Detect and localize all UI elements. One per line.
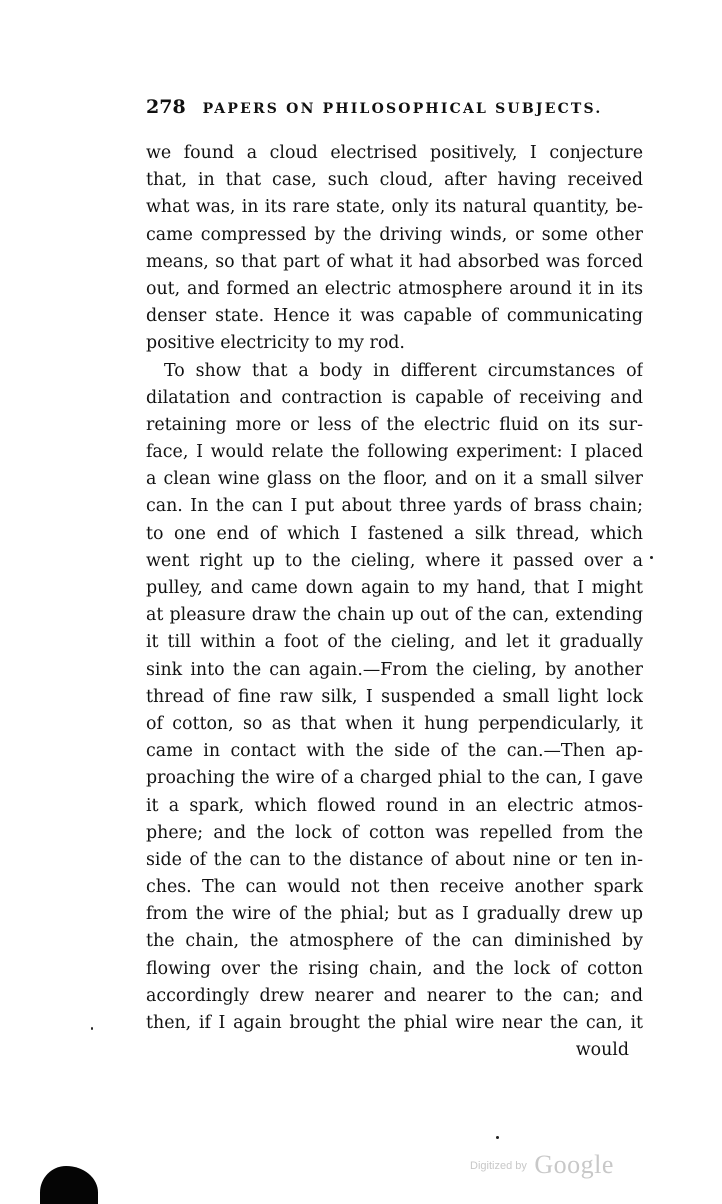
text-line: came compressed by the driving winds, or some other [146, 224, 643, 245]
text-line: denser state. Hence it was capable of communicating [146, 306, 643, 327]
text-line: the chain, the atmosphere of the can diminished by [146, 931, 643, 952]
text-line: proaching the wire of a charged phial to the can, I gave [146, 768, 643, 789]
text-line: out, and formed an electric atmosphere around it in its [146, 278, 643, 299]
text-line: face, I would relate the following experiment: I placed [146, 442, 643, 463]
text-line: means, so that part of what it had absorbed was forced [146, 251, 643, 272]
text-line: ches. The can would not then receive another spark [146, 877, 643, 898]
text-line: came in contact with the side of the can.—Then ap- [146, 741, 643, 762]
google-logo: Google [534, 1150, 614, 1179]
text-line: to one end of which I fastened a silk thread, which [146, 523, 643, 544]
ink-blot [40, 1166, 98, 1204]
text-line: pulley, and came down again to my hand, that I might [146, 578, 643, 598]
text-line: what was, in its rare state, only its natural quantity, be- [146, 197, 643, 218]
text-line: retaining more or less of the electric fluid on its sur- [146, 414, 643, 435]
text-line: of cotton, so as that when it hung perpendicularly, it [146, 713, 643, 734]
text-line: can. In the can I put about three yards of brass chain; [146, 496, 643, 517]
text-line: it till within a foot of the cieling, and let it gradually [146, 632, 643, 653]
page-number: 278 [146, 96, 186, 118]
text-line: To show that a body in different circumstances of [164, 360, 643, 381]
text-line: it a spark, which flowed round in an electric atmos- [146, 795, 643, 816]
speck-dot [650, 556, 653, 559]
running-header [146, 96, 606, 120]
text-line: that, in that case, such cloud, after having received [146, 170, 643, 191]
speck-dot [91, 1027, 93, 1030]
text-line: side of the can to the distance of about nine or ten in- [146, 849, 643, 870]
text-line: thread of fine raw silk, I suspended a small light lock [146, 686, 643, 707]
text-line: we found a cloud electrised positively, I conjecture [146, 143, 643, 163]
text-line: sink into the can again.—From the cieling, by another [146, 659, 643, 680]
digitized-watermark [470, 1150, 614, 1180]
text-line: a clean wine glass on the floor, and on it a small silver [146, 469, 643, 490]
text-line: at pleasure draw the chain up out of the can, extending [146, 605, 643, 626]
text-line: accordingly drew nearer and nearer to the can; and [146, 985, 643, 1006]
running-title: PAPERS ON PHILOSOPHICAL SUBJECTS. [202, 101, 603, 117]
text-line: then, if I again brought the phial wire near the can, it [146, 1013, 643, 1033]
paragraph [146, 140, 643, 358]
speck-dot [496, 1136, 499, 1139]
catchword: would [575, 1040, 629, 1061]
text-line: positive electricity to my rod. [146, 333, 405, 354]
page-body [146, 140, 643, 1064]
text-line: from the wire of the phial; but as I gradually drew up [146, 904, 643, 925]
text-line: phere; and the lock of cotton was repelled from the [146, 822, 643, 843]
text-line: flowing over the rising chain, and the lock of cotton [146, 958, 643, 979]
text-line: dilatation and contraction is capable of receiving and [146, 387, 643, 408]
text-line: went right up to the cieling, where it passed over a [146, 550, 643, 571]
watermark-prefix: Digitized by [470, 1160, 527, 1172]
paragraph [146, 358, 643, 1038]
